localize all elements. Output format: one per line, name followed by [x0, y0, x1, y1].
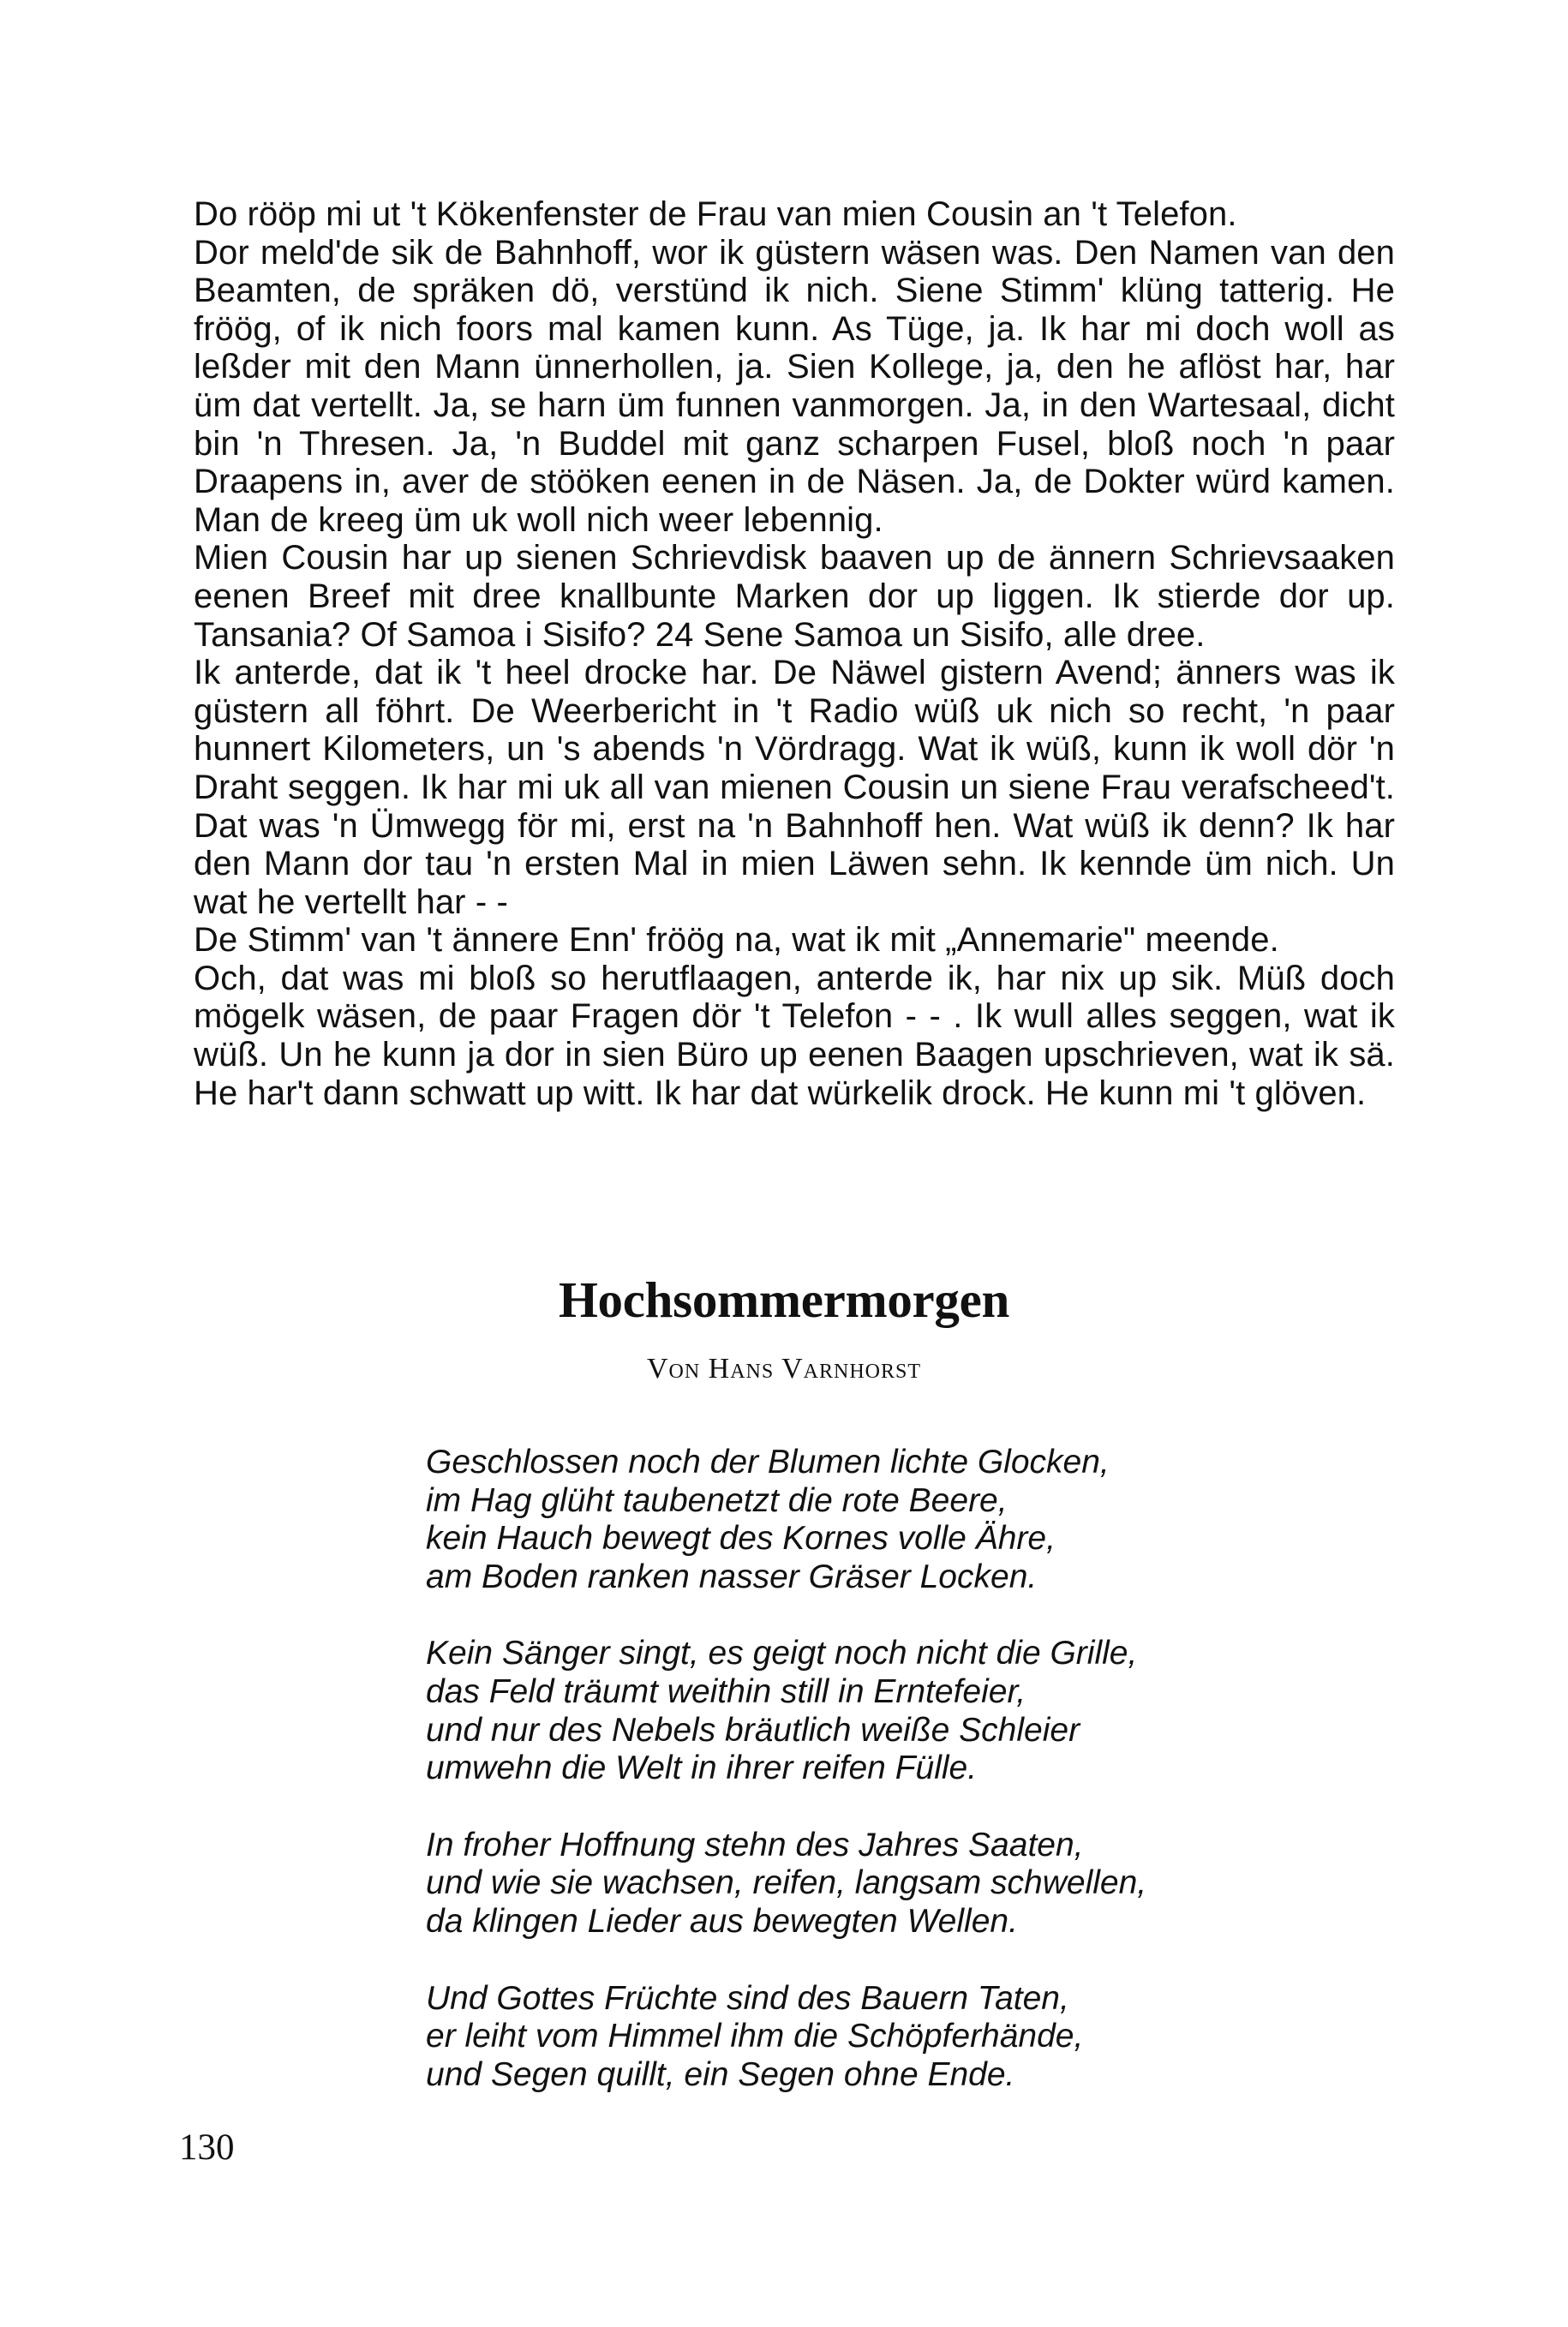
poem-author: Von Hans Varnhorst: [646, 1353, 922, 1385]
poem-line: im Hag glüht taubenetzt die rote Beere,: [426, 1481, 1008, 1519]
poem-line: und Segen quillt, ein Segen ohne Ende.: [426, 2055, 1015, 2093]
paragraph: Dor meld'de sik de Bahnhoff, wor ik güstern wäsen was. Den Namen van den Beamten, de spräken dö, verstünd ik nich. Siene Stimm' klüng tatterig. He fröög, of ik nich foors mal kamen kunn. As Tüge, ja. Ik har mi doch woll as leßder mit den Mann ünnerhollen, ja. Sien Kollege, ja, den he aflöst har, har üm dat vertellt. Ja, se harn üm funnen vanmorgen. Ja, in den Wartesaal, dicht bin 'n Thresen. Ja, 'n Buddel mit ganz scharpen Fusel, bloß noch 'n paar Draapens in, aver de stööken eenen in de Näsen. Ja, de Dokter würd kamen. Man de kreeg üm uk woll nich weer lebennig.: [194, 233, 1395, 539]
poem-line: Geschlossen noch der Blumen lichte Glocken,: [426, 1444, 1110, 1481]
poem-stanza: [426, 1444, 1454, 1596]
poem-stanza: [426, 1980, 1454, 2095]
paragraph: Do rööp mi ut 't Kökenfenster de Frau van mien Cousin an 't Telefon.: [194, 195, 1237, 233]
prose-text: [194, 195, 1395, 1112]
poem-line: und nur des Nebels bräutlich weiße Schleier: [426, 1711, 1080, 1749]
poem-line: da klingen Lieder aus bewegten Wellen.: [426, 1902, 1018, 1940]
paragraph: Och, dat was mi bloß so herutflaagen, anterde ik, har nix up sik. Müß doch mögelk wäsen, de paar Fragen dör 't Telefon - - . Ik wull alles seggen, wat ik wüß. Un he kunn ja dor in sien Büro up eenen Baagen upschrieven, wat ik sä. He har't dann schwatt up witt. Ik har dat würkelik drock. He kunn mi 't glöven.: [194, 959, 1395, 1112]
poem-title: Hochsommermorgen: [558, 1271, 1010, 1328]
poem-line: umwehn die Welt in ihrer reifen Fülle.: [426, 1750, 978, 1787]
page-number: 130: [179, 2127, 235, 2168]
poem-line: Kein Sänger singt, es geigt noch nicht die Grille,: [426, 1635, 1138, 1672]
paragraph: Mien Cousin har up sienen Schrievdisk baaven up de ännern Schrievsaaken eenen Breef mit dree knallbunte Marken dor up liggen. Ik stierde dor up. Tansania? Of Samoa i Sisifo? 24 Sene Samoa un Sisifo, alle dree.: [194, 539, 1395, 654]
poem-line: In froher Hoffnung stehn des Jahres Saaten,: [426, 1826, 1084, 1863]
poem-line: am Boden ranken nasser Gräser Locken.: [426, 1558, 1038, 1595]
poem-line: das Feld träumt weithin still in Erntefeier,: [426, 1672, 1026, 1710]
poem-stanza: [426, 1635, 1454, 1787]
paragraph: Ik anterde, dat ik 't heel drocke har. De Näwel gistern Avend; änners was ik güstern all föhrt. De Weerbericht in 't Radio wüß uk nich so recht, 'n paar hunnert Kilometers, un 's abends 'n Vördragg. Wat ik wüß, kunn ik woll dör 'n Draht seggen. Ik har mi uk all van mienen Cousin un siene Frau verafscheed't. Dat was 'n Ümwegg för mi, erst na 'n Bahnhoff hen. Wat wüß ik denn? Ik har den Mann dor tau 'n ersten Mal in mien Läwen sehn. Ik kennde üm nich. Un wat he vertellt har - -: [194, 654, 1395, 921]
poem-line: kein Hauch bewegt des Kornes volle Ähre,: [426, 1520, 1056, 1558]
poem-line: und wie sie wachsen, reifen, langsam schwellen,: [426, 1864, 1147, 1902]
poem-line: er leiht vom Himmel ihm die Schöpferhände,: [426, 2018, 1084, 2055]
poem-stanza: [426, 1827, 1454, 1941]
poem: [426, 1444, 1454, 2094]
paragraph: De Stimm' van 't ännere Enn' fröög na, wat ik mit „Annemarie" meende.: [194, 921, 1279, 960]
poem-line: Und Gottes Früchte sind des Bauern Taten,: [426, 1979, 1069, 2017]
